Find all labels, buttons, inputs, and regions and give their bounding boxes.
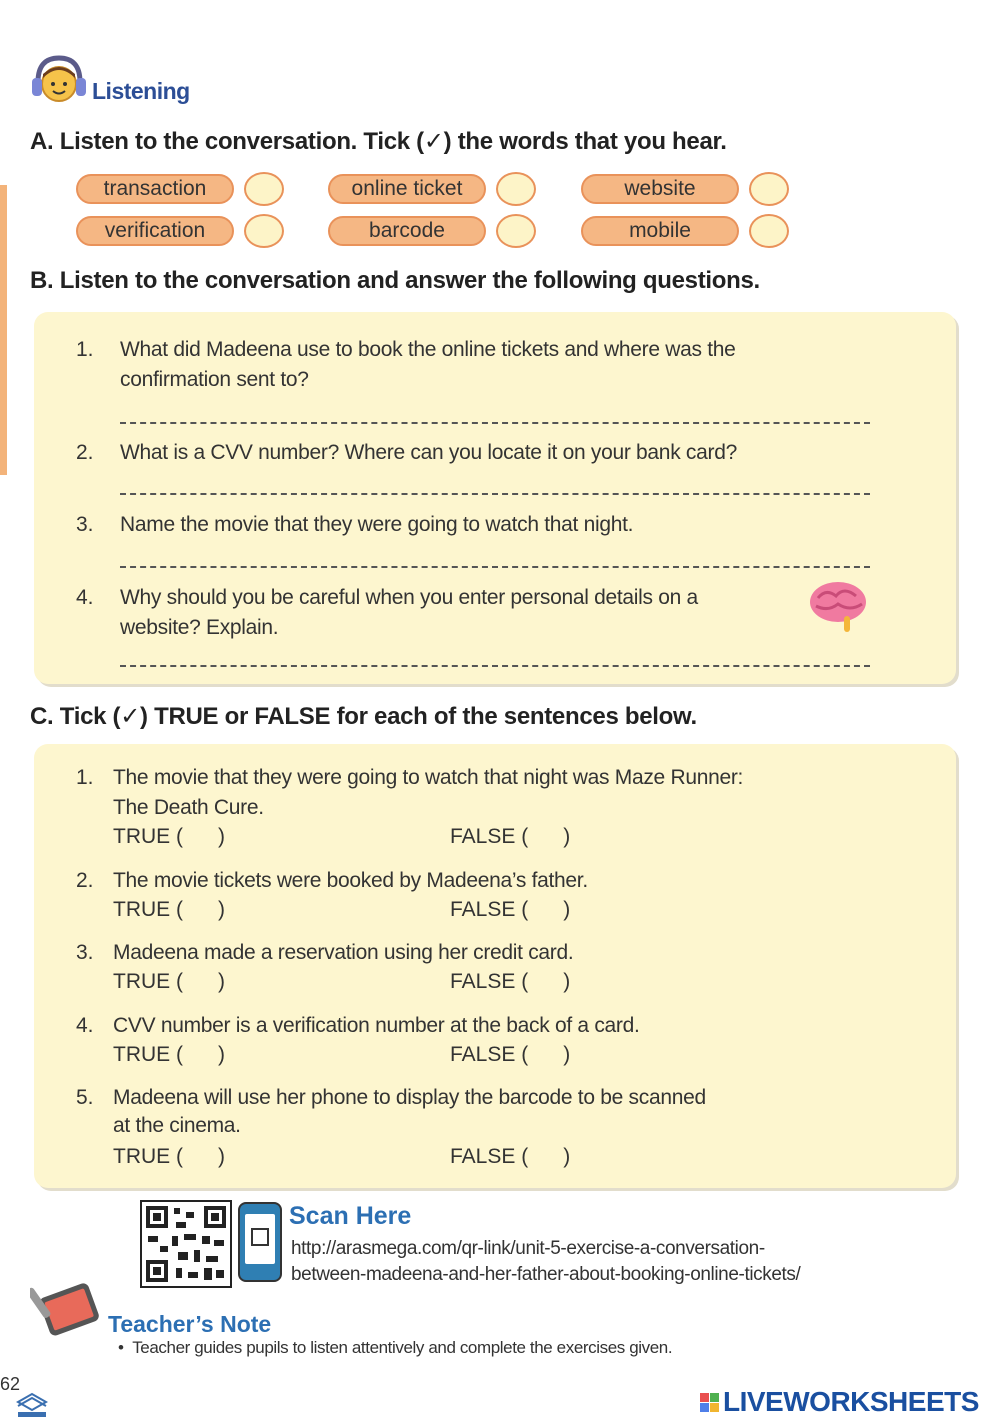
answer-line[interactable] — [120, 665, 870, 667]
question-text: Name the movie that they were going to watch that night. — [120, 513, 634, 536]
phone-scan-icon — [238, 1202, 282, 1282]
tablet-pen-icon — [30, 1282, 106, 1342]
bullet-icon: • — [118, 1338, 133, 1357]
true-option[interactable]: TRUE ( ) — [113, 825, 225, 848]
brain-icon — [806, 576, 870, 634]
scan-url-link[interactable] — [291, 1236, 800, 1288]
section-a-heading: A. Listen to the conversation. Tick (✓) the words that you hear. — [30, 128, 727, 155]
book-logo-icon — [14, 1372, 50, 1420]
item-text: The movie tickets were booked by Madeena’s father. — [113, 869, 588, 892]
tick-box-barcode[interactable] — [496, 214, 536, 248]
question-text: Why should you be careful when you enter personal details on a — [120, 586, 698, 609]
tick-box-online-ticket[interactable] — [496, 172, 536, 206]
item-text: The movie that they were going to watch that night was Maze Runner: — [113, 766, 744, 789]
answer-line[interactable] — [120, 493, 870, 495]
false-option[interactable]: FALSE ( ) — [450, 1145, 571, 1168]
word-pill-transaction: transaction — [76, 174, 234, 204]
false-option[interactable]: FALSE ( ) — [450, 1043, 571, 1066]
teacher-note-item — [118, 1338, 672, 1358]
teacher-note-text: Teacher guides pupils to listen attentively and complete the exercises given. — [132, 1338, 673, 1357]
word-pill-website: website — [581, 174, 739, 204]
tick-box-transaction[interactable] — [244, 172, 284, 206]
false-option[interactable]: FALSE ( ) — [450, 825, 571, 848]
scan-here-title: Scan Here — [289, 1202, 412, 1230]
question-text: What is a CVV number? Where can you locate it on your bank card? — [120, 441, 737, 464]
false-option[interactable]: FALSE ( ) — [450, 898, 571, 921]
teacher-note-title: Teacher’s Note — [108, 1311, 272, 1337]
section-b-heading: B. Listen to the conversation and answer the following questions. — [30, 267, 760, 294]
scan-url-line: http://arasmega.com/qr-link/unit-5-exercise-a-conversation- — [291, 1238, 765, 1259]
false-option[interactable]: FALSE ( ) — [450, 970, 571, 993]
item-text: Madeena will use her phone to display the barcode to be scanned — [113, 1086, 706, 1109]
true-option[interactable]: TRUE ( ) — [113, 898, 225, 921]
question-number: 2. — [76, 441, 94, 464]
item-number: 5. — [76, 1086, 94, 1109]
question-text: What did Madeena use to book the online tickets and where was the — [120, 338, 736, 361]
tick-box-verification[interactable] — [244, 214, 284, 248]
section-c-heading: C. Tick (✓) TRUE or FALSE for each of the sentences below. — [30, 703, 697, 730]
item-text: Madeena made a reservation using her credit card. — [113, 941, 574, 964]
word-pill-barcode: barcode — [328, 216, 486, 246]
question-number: 3. — [76, 513, 94, 536]
true-option[interactable]: TRUE ( ) — [113, 1043, 225, 1066]
answer-line[interactable] — [120, 422, 870, 424]
section-label-listening: Listening — [92, 78, 190, 104]
question-number: 4. — [76, 586, 94, 609]
question-text: website? Explain. — [120, 616, 279, 639]
question-text: confirmation sent to? — [120, 368, 309, 391]
liveworksheets-logo-icon — [700, 1393, 719, 1412]
true-option[interactable]: TRUE ( ) — [113, 1145, 225, 1168]
item-number: 3. — [76, 941, 94, 964]
answer-line[interactable] — [120, 566, 870, 568]
headphones-boy-icon — [30, 52, 88, 108]
word-pill-verification: verification — [76, 216, 234, 246]
item-text: CVV number is a verification number at the back of a card. — [113, 1014, 640, 1037]
tick-box-website[interactable] — [749, 172, 789, 206]
item-number: 1. — [76, 766, 94, 789]
side-accent-bar — [0, 185, 7, 475]
liveworksheets-brand: LIVEWORKSHEETS — [723, 1386, 979, 1417]
question-number: 1. — [76, 338, 94, 361]
true-option[interactable]: TRUE ( ) — [113, 970, 225, 993]
scan-url-line: between-madeena-and-her-father-about-booking-online-tickets/ — [291, 1264, 801, 1285]
word-pill-online-ticket: online ticket — [328, 174, 486, 204]
item-text: at the cinema. — [113, 1114, 241, 1137]
tick-box-mobile[interactable] — [749, 214, 789, 248]
liveworksheets-logo[interactable] — [700, 1386, 979, 1418]
item-number: 2. — [76, 869, 94, 892]
qr-code-icon[interactable] — [140, 1200, 232, 1288]
word-pill-mobile: mobile — [581, 216, 739, 246]
item-number: 4. — [76, 1014, 94, 1037]
page-number: 62 — [0, 1374, 21, 1394]
item-text: The Death Cure. — [113, 796, 264, 819]
